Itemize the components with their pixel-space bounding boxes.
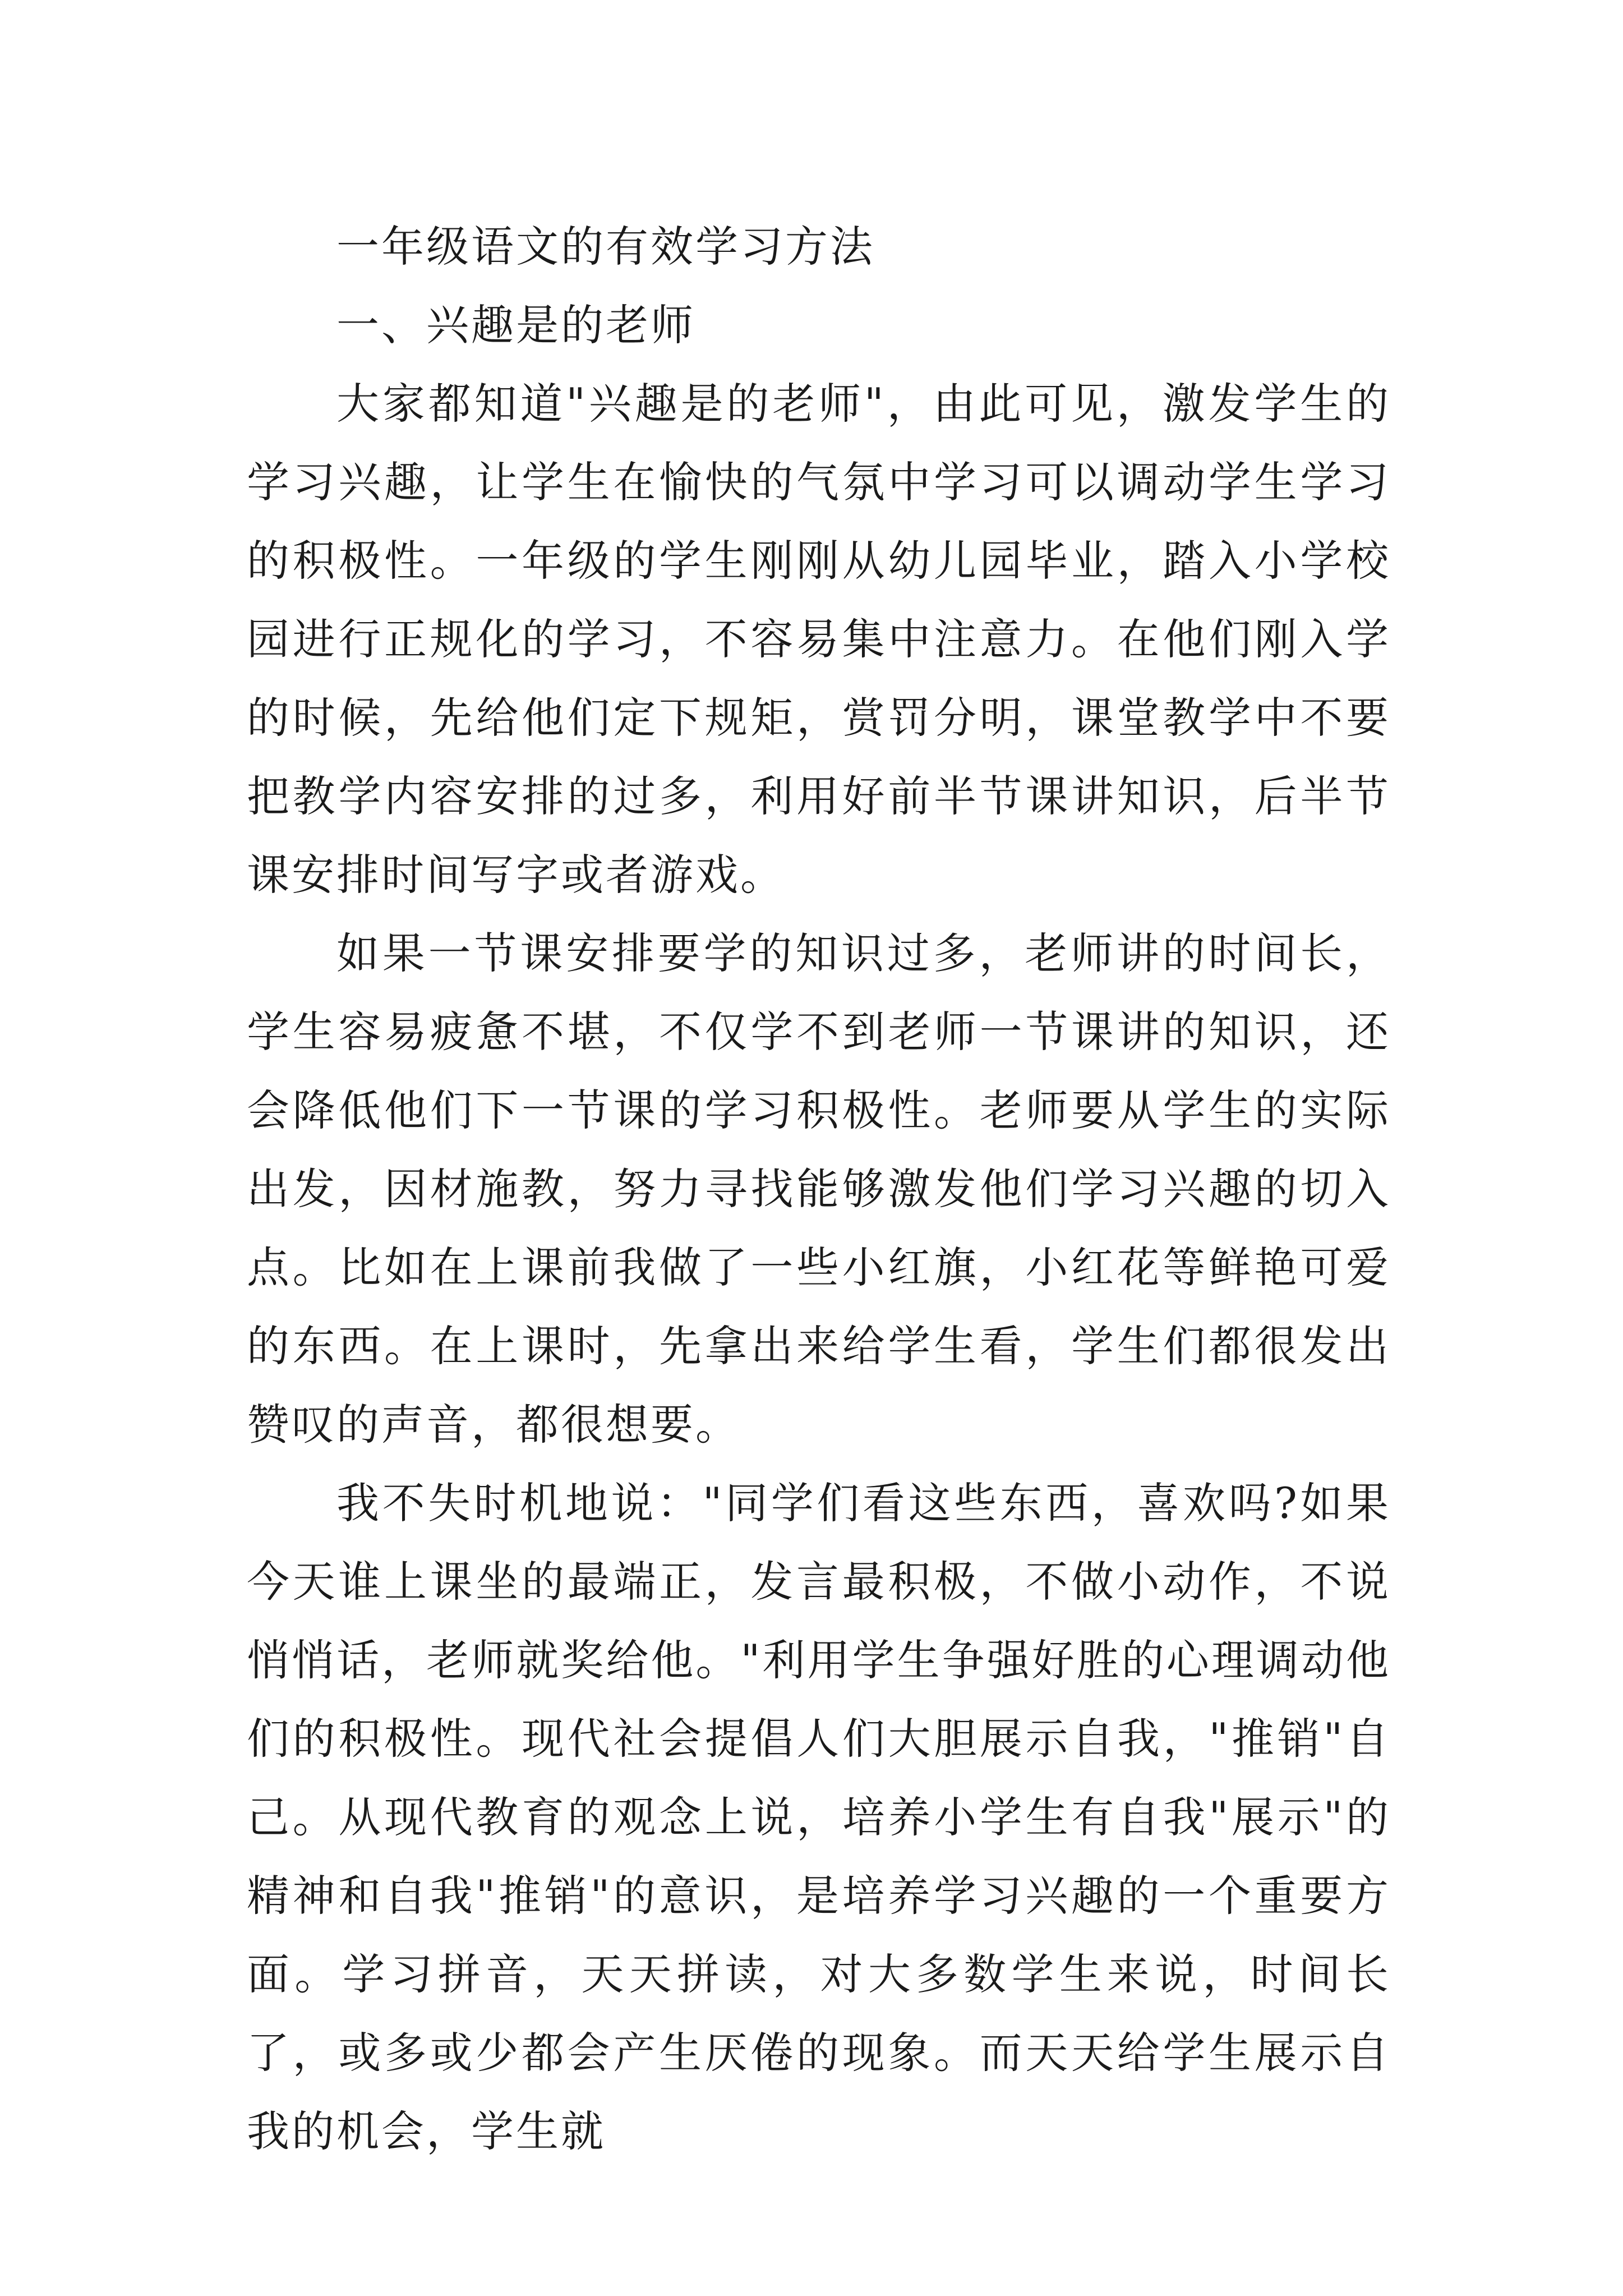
document-title: 一年级语文的有效学习方法 (336, 222, 875, 272)
document-body (247, 208, 1391, 2171)
body-paragraph-3: 我不失时机地说："同学们看这些东西，喜欢吗?如果今天谁上课坐的最端正，发言最积极，不做小动作，不说悄悄话，老师就奖给他。"利用学生争强好胜的心理调动他们的积极性。现代社会提倡人们大胆展示自我，"推销"自己。从现代教育的观念上说，培养小学生有自我"展示"的精神和自我"推销"的意识，是培养学习兴趣的一个重要方面。学习拼音，天天拼读，对大多数学生来说，时间长了，或多或少都会产生厌倦的现象。而天天给学生展示自我的机会，学生就 (247, 1478, 1391, 2156)
body-paragraph-2: 如果一节课安排要学的知识过多，老师讲的时间长，学生容易疲惫不堪，不仅学不到老师一节课讲的知识，还会降低他们下一节课的学习积极性。老师要从学生的实际出发，因材施教，努力寻找能够激发他们学习兴趣的切入点。比如在上课前我做了一些小红旗，小红花等鲜艳可爱的东西。在上课时，先拿出来给学生看，学生们都很发出赞叹的声音，都很想要。 (247, 928, 1391, 1450)
section-heading: 一、兴趣是的老师 (336, 300, 695, 350)
body-paragraph-1: 大家都知道"兴趣是的老师"，由此可见，激发学生的学习兴趣，让学生在愉快的气氛中学习可以调动学生学习的积极性。一年级的学生刚刚从幼儿园毕业，踏入小学校园进行正规化的学习，不容易集中注意力。在他们刚入学的时候，先给他们定下规矩，赏罚分明，课堂教学中不要把教学内容安排的过多，利用好前半节课讲知识，后半节课安排时间写字或者游戏。 (247, 379, 1391, 900)
